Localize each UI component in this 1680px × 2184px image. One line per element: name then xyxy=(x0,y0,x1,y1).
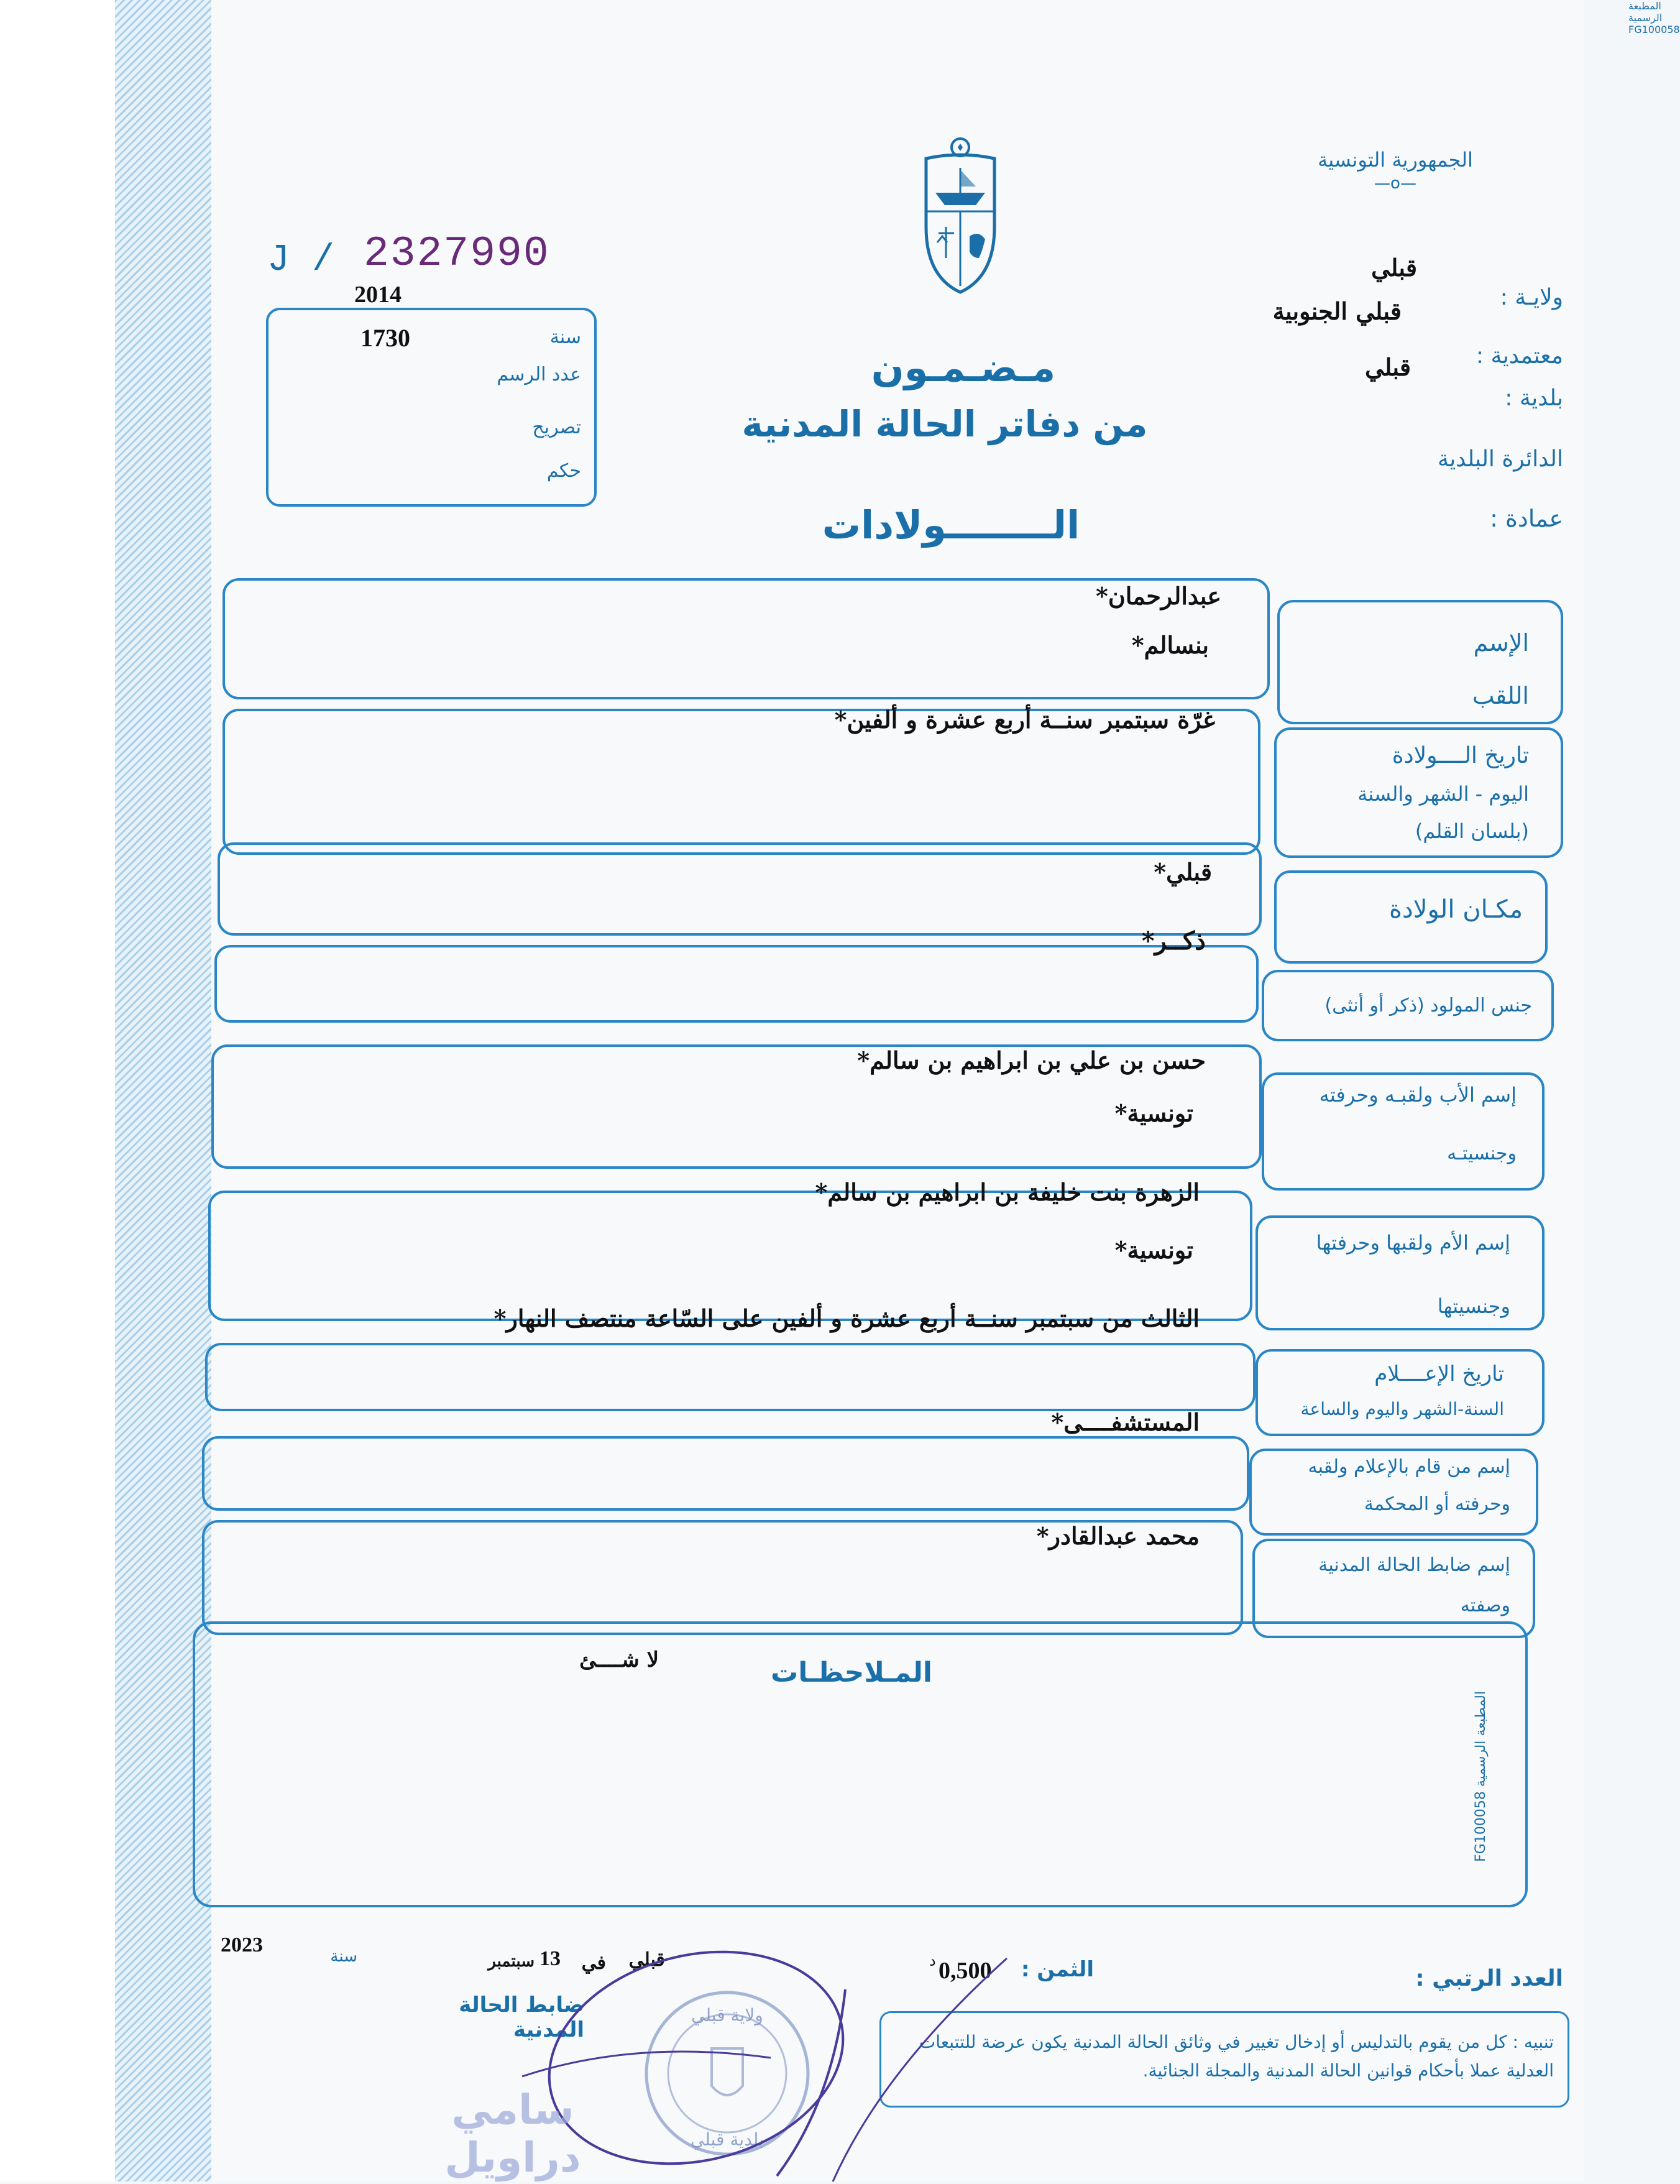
label-declarant: إسم من قام بالإعلام ولقبه xyxy=(1308,1456,1510,1478)
label-mother: إسم الأم ولقبها وحرفتها xyxy=(1316,1231,1510,1255)
label-birth-date-format: اليوم - الشهر والسنة xyxy=(1357,782,1529,806)
footer-in-label: في xyxy=(581,1952,606,1974)
label-father: إسم الأب ولقبـه وحرفته xyxy=(1319,1083,1517,1107)
value-sex: ذكــر * xyxy=(1081,926,1206,956)
coat-of-arms-icon xyxy=(907,134,1013,298)
footer-day: 13 xyxy=(539,1947,561,1970)
price-label: الثمن : xyxy=(1021,1957,1094,1982)
republic-title: الجمهورية التونسية xyxy=(1318,148,1473,172)
serial-prefix: J / xyxy=(267,239,335,282)
label-birth-date: تاريخ الــــولادة xyxy=(1392,743,1529,768)
register-number-label: عدد الرسم xyxy=(497,364,581,385)
imada-label: عمادة : xyxy=(1490,505,1563,532)
label-surname: اللقب xyxy=(1472,682,1529,709)
value-declarant: المستشفــــى * xyxy=(1019,1408,1200,1436)
label-mother-nationality: وجنسيتها xyxy=(1437,1294,1510,1318)
official-stamp-text: بلدية قبلي xyxy=(691,2129,764,2150)
label-first-name: الإسم xyxy=(1473,629,1529,657)
label-sex: جنس المولود (ذكر أو أنثى) xyxy=(1324,995,1532,1016)
label-officer: إسم ضابط الحالة المدنية xyxy=(1318,1554,1510,1576)
delegation-label: معتمدية : xyxy=(1476,343,1563,369)
label-father-nationality: وجنسيتـه xyxy=(1447,1143,1517,1164)
label-declaration-date: تاريخ الإعــــلام xyxy=(1374,1362,1504,1386)
delegation-value: قبلي الجنوبية xyxy=(1272,297,1402,325)
register-number-value: 1730 xyxy=(360,324,410,352)
official-stamp-text-top: ولاية قبلي xyxy=(691,2005,763,2025)
footer-month: سبتمبر xyxy=(488,1952,535,1971)
value-mother-nationality: تونسية * xyxy=(1032,1236,1193,1264)
register-year-label: سنة xyxy=(549,326,581,348)
serial-number: 2327990 xyxy=(364,230,550,278)
footer-officer-label: ضابط الحالة المدنية xyxy=(459,1993,584,2042)
value-box-sex xyxy=(214,945,1259,1023)
label-birth-date-words: (بلسان القلم) xyxy=(1415,819,1529,843)
price-value: 0,500 xyxy=(939,1958,992,1984)
value-officer: محمد عبدالقادر * xyxy=(1032,1522,1200,1550)
governorate-label: ولايـة : xyxy=(1500,285,1563,310)
title-line1: مـضـمـون xyxy=(871,345,1056,390)
label-declaration-date-format: السنة-الشهر واليوم والساعة xyxy=(1300,1399,1504,1419)
value-declaration-date: الثالث من سبتمبر سنــة أربع عشرة و ألفين على السّاعة منتصف النهار * xyxy=(466,1304,1200,1332)
governorate-value: قبلي xyxy=(1371,254,1417,282)
warning-text: تنبيه : كل من يقوم بالتدليس أو إدخال تغيير في وثائق الحالة المدنية يكون عرضة للتتبعات العدلية عملا بأحكام قوانين الحالة المدنية والمجلة الجنائية. xyxy=(919,2032,1554,2081)
value-father-nationality: تونسية * xyxy=(1032,1099,1193,1127)
printer-code-vertical: المطبعة الرسمية FG100058 xyxy=(1473,1691,1489,1862)
page-left-margin xyxy=(0,0,118,2182)
label-officer-title: وصفته xyxy=(1460,1595,1510,1616)
footer-year-label: سنة xyxy=(330,1947,357,1966)
register-declaration-label: تصريح xyxy=(532,417,581,438)
value-box-declarant xyxy=(202,1436,1249,1511)
footer-year: 2023 xyxy=(221,1933,263,1956)
price-unit: د xyxy=(929,1952,936,1970)
title-births: الــــــــولادات xyxy=(822,502,1080,548)
value-birth-date: غرّة سبتمبر سنــة أربع عشرة و ألفين * xyxy=(696,706,1215,734)
register-judgment-label: حكم xyxy=(546,460,581,482)
value-birth-place: قبلي * xyxy=(1094,858,1212,886)
district-label: الدائرة البلدية xyxy=(1437,446,1563,472)
label-declarant-profession: وحرفته أو المحكمة xyxy=(1364,1493,1510,1515)
remarks-value: لا شــــئ xyxy=(579,1647,659,1672)
faded-name-stamp: سامي دراويل xyxy=(444,2086,581,2182)
value-surname: بنسالم * xyxy=(945,631,1209,659)
municipality-value: قبلي xyxy=(1365,353,1411,381)
value-box-declaration-date xyxy=(205,1343,1255,1411)
remarks-label: المـلاحظـات xyxy=(771,1657,932,1689)
label-birth-place: مكـان الولادة xyxy=(1389,895,1523,924)
republic-ornament: —o— xyxy=(1374,174,1416,193)
municipality-label: بلدية : xyxy=(1505,385,1563,411)
footer-place: قبلي xyxy=(628,1949,665,1971)
value-box-birth-place xyxy=(218,842,1262,936)
value-father: حسن بن علي بن ابراهيم بن سالم * xyxy=(820,1046,1206,1074)
title-line2: من دفاتر الحالة المدنية xyxy=(741,403,1148,445)
value-mother: الزهرة بنت خليفة بن ابراهيم بن سالم * xyxy=(808,1178,1200,1206)
value-first-name: عبدالرحمان * xyxy=(883,582,1221,610)
register-year-value: 2014 xyxy=(354,282,402,308)
sequence-label: العدد الرتبي : xyxy=(1415,1966,1563,1991)
